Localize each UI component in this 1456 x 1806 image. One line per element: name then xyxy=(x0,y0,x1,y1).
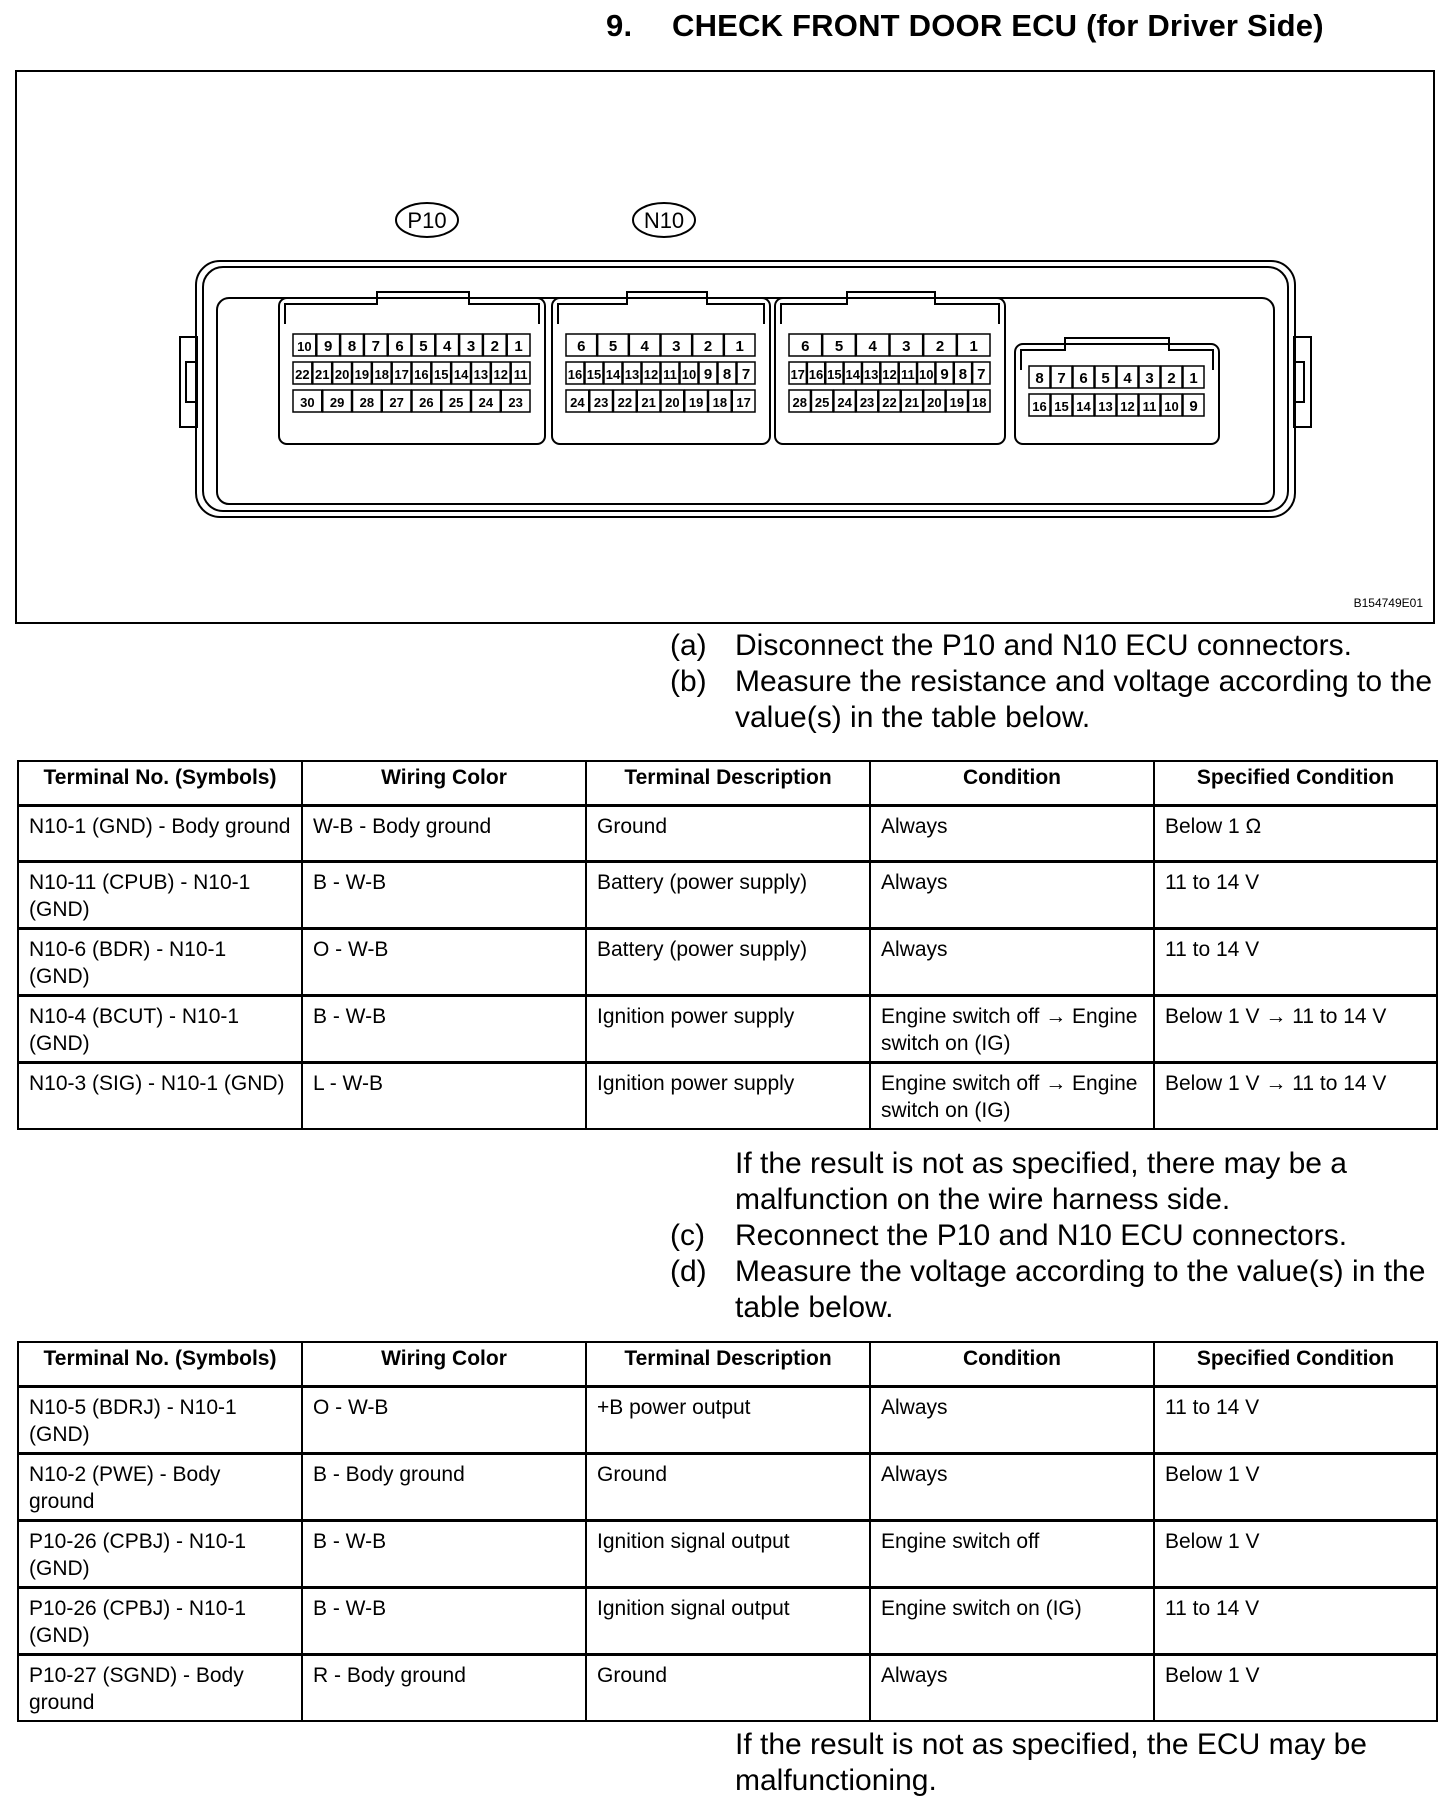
table-cell: N10-4 (BCUT) - N10-1 (GND) xyxy=(18,996,302,1063)
terminal-number: 16 xyxy=(414,367,429,382)
terminal-number: 24 xyxy=(837,395,852,410)
table-cell: B - W-B xyxy=(302,862,586,929)
step-c-label: (c) xyxy=(670,1219,705,1252)
table-cell: Ground xyxy=(586,806,870,862)
connector-pin-layer xyxy=(279,292,1219,444)
table-cell: Always xyxy=(870,862,1154,929)
terminal-number: 10 xyxy=(297,339,312,354)
table-cell: 11 to 14 V xyxy=(1154,929,1437,996)
terminal-number: 19 xyxy=(688,395,704,410)
column-header: Terminal Description xyxy=(586,1342,870,1387)
step-c-text: Reconnect the P10 and N10 ECU connectors. xyxy=(735,1219,1348,1252)
steps-disconnect xyxy=(670,628,1435,736)
table-cell: Below 1 V → 11 to 14 V xyxy=(1154,996,1437,1063)
terminal-number: 5 xyxy=(1101,370,1110,387)
terminal-number: 16 xyxy=(808,367,824,382)
table-header-row xyxy=(18,1342,1437,1387)
step-d xyxy=(670,1254,1435,1326)
table-cell: W-B - Body ground xyxy=(302,806,586,862)
column-header: Terminal Description xyxy=(586,761,870,806)
terminal-number: 28 xyxy=(359,395,375,410)
table-cell: Below 1 V → 11 to 14 V xyxy=(1154,1063,1437,1130)
terminal-number: 1 xyxy=(735,338,744,355)
terminal-number: 16 xyxy=(1032,399,1047,414)
terminal-number: 23 xyxy=(859,395,875,410)
terminal-number: 24 xyxy=(570,395,585,410)
terminal-number: 13 xyxy=(624,367,640,382)
terminal-number: 18 xyxy=(972,395,987,410)
table-cell: Ignition signal output xyxy=(586,1588,870,1655)
terminal-number: 18 xyxy=(712,395,728,410)
terminal-number: 13 xyxy=(1098,399,1113,414)
terminal-number: 9 xyxy=(324,338,333,355)
terminal-number: 13 xyxy=(473,367,489,382)
step-d-label: (d) xyxy=(670,1255,707,1288)
connector-label-n10-text: N10 xyxy=(643,208,685,233)
table-cell: Ignition signal output xyxy=(586,1521,870,1588)
terminal-number: 2 xyxy=(935,338,945,355)
terminal-number: 14 xyxy=(453,367,469,382)
table-cell: N10-11 (CPUB) - N10-1 (GND) xyxy=(18,862,302,929)
terminal-number: 23 xyxy=(508,395,523,410)
table-cell: Engine switch on (IG) xyxy=(870,1588,1154,1655)
table-cell: Ignition power supply xyxy=(586,996,870,1063)
terminal-number: 18 xyxy=(374,367,389,382)
connector-face xyxy=(775,292,1005,444)
harness-note: If the result is not as specified, there may be a malfunction on the wire harness side. xyxy=(735,1147,1347,1216)
terminal-number: 1 xyxy=(1189,370,1198,387)
voltage-table xyxy=(17,1341,1438,1722)
terminal-number: 6 xyxy=(395,338,404,355)
terminal-number: 19 xyxy=(949,395,965,410)
terminal-number: 25 xyxy=(814,395,830,410)
terminal-number: 12 xyxy=(643,367,659,382)
step-b-label: (b) xyxy=(670,665,707,698)
table-cell: Ignition power supply xyxy=(586,1063,870,1130)
terminal-number: 20 xyxy=(334,367,350,382)
column-header: Terminal No. (Symbols) xyxy=(18,761,302,806)
table-cell: L - W-B xyxy=(302,1063,586,1130)
terminal-number: 15 xyxy=(434,367,449,382)
terminal-number: 11 xyxy=(663,367,677,382)
table-row xyxy=(18,862,1437,929)
table-cell: B - Body ground xyxy=(302,1454,586,1521)
connector-key xyxy=(558,292,764,324)
column-header: Terminal No. (Symbols) xyxy=(18,1342,302,1387)
terminal-number: 30 xyxy=(300,395,315,410)
step-d-text: Measure the voltage according to the value(s) in the table below. xyxy=(735,1255,1426,1324)
terminal-number: 21 xyxy=(904,395,920,410)
ecu-housing xyxy=(180,261,1311,517)
terminal-number: 25 xyxy=(448,395,464,410)
step-number: 9. xyxy=(606,8,633,43)
terminal-number: 15 xyxy=(827,367,842,382)
step-b-text: Measure the resistance and voltage according to the value(s) in the table below. xyxy=(735,665,1433,734)
terminal-number: 11 xyxy=(900,367,915,382)
connector-label-p10-text: P10 xyxy=(407,208,447,233)
terminal-number: 4 xyxy=(640,338,649,355)
step-title: CHECK FRONT DOOR ECU (for Driver Side) xyxy=(672,8,1324,43)
terminal-number: 3 xyxy=(902,338,911,355)
table-row xyxy=(18,1521,1437,1588)
table-cell: Below 1 V xyxy=(1154,1454,1437,1521)
connector-figure xyxy=(15,70,1435,624)
terminal-number: 5 xyxy=(608,338,618,355)
table-cell: Always xyxy=(870,1454,1154,1521)
terminal-number: 11 xyxy=(1142,399,1157,414)
terminal-number: 16 xyxy=(567,367,583,382)
ecu-connector-diagram xyxy=(17,72,1433,622)
table-row xyxy=(18,1387,1437,1454)
connector-face xyxy=(279,292,545,444)
table-row xyxy=(18,1063,1437,1130)
terminal-number: 6 xyxy=(1079,370,1088,387)
table-cell: Engine switch off → Engine switch on (IG) xyxy=(870,996,1154,1063)
table-cell: Below 1 V xyxy=(1154,1521,1437,1588)
terminal-number: 20 xyxy=(665,395,680,410)
table-cell: P10-26 (CPBJ) - N10-1 (GND) xyxy=(18,1521,302,1588)
terminal-number: 1 xyxy=(969,338,978,355)
terminal-number: 2 xyxy=(1167,370,1176,387)
table-cell: O - W-B xyxy=(302,1387,586,1454)
connector-key xyxy=(1021,338,1213,370)
terminal-number: 15 xyxy=(1054,399,1069,414)
table-cell: Engine switch off → Engine switch on (IG) xyxy=(870,1063,1154,1130)
table-cell: +B power output xyxy=(586,1387,870,1454)
step-c xyxy=(670,1218,1435,1254)
column-header: Wiring Color xyxy=(302,1342,586,1387)
terminal-number: 22 xyxy=(882,395,897,410)
terminal-number: 19 xyxy=(354,367,370,382)
table-cell: N10-2 (PWE) - Body ground xyxy=(18,1454,302,1521)
terminal-number: 1 xyxy=(514,338,523,355)
connector-key xyxy=(285,292,539,324)
table-cell: Always xyxy=(870,1387,1154,1454)
terminal-number: 5 xyxy=(834,338,844,355)
steps-reconnect xyxy=(670,1218,1435,1326)
table-cell: 11 to 14 V xyxy=(1154,1588,1437,1655)
terminal-number: 8 xyxy=(1035,370,1044,387)
table-row xyxy=(18,1588,1437,1655)
terminal-number: 4 xyxy=(443,338,452,355)
terminal-number: 12 xyxy=(493,367,508,382)
terminal-number: 7 xyxy=(1057,370,1066,387)
column-header: Wiring Color xyxy=(302,761,586,806)
connector-label-n10 xyxy=(633,203,695,237)
terminal-number: 17 xyxy=(790,367,805,382)
table-cell: Ground xyxy=(586,1655,870,1722)
table-cell: Engine switch off xyxy=(870,1521,1154,1588)
table-cell: Battery (power supply) xyxy=(586,929,870,996)
terminal-number: 14 xyxy=(605,367,621,382)
table-cell: 11 to 14 V xyxy=(1154,1387,1437,1454)
table-cell: Ground xyxy=(586,1454,870,1521)
connector-label-p10 xyxy=(396,203,458,237)
terminal-number: 10 xyxy=(1164,399,1179,414)
connector-key xyxy=(781,292,999,324)
terminal-number: 2 xyxy=(490,338,499,355)
terminal-number: 29 xyxy=(329,395,345,410)
table-row xyxy=(18,929,1437,996)
terminal-number: 28 xyxy=(792,395,807,410)
terminal-number: 14 xyxy=(845,367,861,382)
connector-face xyxy=(552,292,770,444)
table-cell: P10-27 (SGND) - Body ground xyxy=(18,1655,302,1722)
table-cell: P10-26 (CPBJ) - N10-1 (GND) xyxy=(18,1588,302,1655)
table-cell: B - W-B xyxy=(302,996,586,1063)
table-cell: 11 to 14 V xyxy=(1154,862,1437,929)
table-cell: O - W-B xyxy=(302,929,586,996)
terminal-number: 8 xyxy=(958,366,968,383)
table-cell: B - W-B xyxy=(302,1521,586,1588)
terminal-number: 9 xyxy=(1189,398,1198,415)
terminal-number: 3 xyxy=(1145,370,1154,387)
table-row xyxy=(18,996,1437,1063)
terminal-number: 7 xyxy=(371,338,380,355)
terminal-number: 22 xyxy=(617,395,633,410)
terminal-number: 27 xyxy=(389,395,404,410)
table-cell: N10-6 (BDR) - N10-1 (GND) xyxy=(18,929,302,996)
step-a-text: Disconnect the P10 and N10 ECU connectors. xyxy=(735,629,1353,662)
step-a-label: (a) xyxy=(670,629,707,662)
terminal-number: 8 xyxy=(347,338,357,355)
terminal-number: 24 xyxy=(478,395,494,410)
terminal-number: 17 xyxy=(394,367,409,382)
table-row xyxy=(18,806,1437,862)
terminal-number: 5 xyxy=(419,338,428,355)
terminal-number: 26 xyxy=(419,395,434,410)
table-cell: N10-5 (BDRJ) - N10-1 (GND) xyxy=(18,1387,302,1454)
table-cell: Always xyxy=(870,806,1154,862)
terminal-number: 4 xyxy=(1123,370,1132,387)
resistance-voltage-table xyxy=(17,760,1438,1130)
terminal-number: 10 xyxy=(918,367,934,382)
terminal-number: 7 xyxy=(741,366,751,383)
terminal-number: 22 xyxy=(295,367,310,382)
figure-id: B154749E01 xyxy=(1353,596,1423,610)
table-cell: N10-1 (GND) - Body ground xyxy=(18,806,302,862)
terminal-number: 7 xyxy=(977,366,986,383)
terminal-number: 11 xyxy=(513,367,528,382)
table-header-row xyxy=(18,761,1437,806)
column-header: Specified Condition xyxy=(1154,761,1437,806)
step-heading xyxy=(606,8,1324,44)
step-a xyxy=(670,628,1435,664)
terminal-number: 3 xyxy=(672,338,681,355)
terminal-number: 17 xyxy=(736,395,751,410)
table-row xyxy=(18,1454,1437,1521)
terminal-number: 21 xyxy=(315,367,330,382)
table-cell: R - Body ground xyxy=(302,1655,586,1722)
column-header: Specified Condition xyxy=(1154,1342,1437,1387)
terminal-number: 21 xyxy=(641,395,656,410)
step-b xyxy=(670,664,1435,736)
terminal-number: 3 xyxy=(466,338,476,355)
terminal-number: 20 xyxy=(927,395,942,410)
terminal-number: 9 xyxy=(703,366,713,383)
table-cell: B - W-B xyxy=(302,1588,586,1655)
terminal-number: 12 xyxy=(882,367,897,382)
column-header: Condition xyxy=(870,761,1154,806)
table-cell: N10-3 (SIG) - N10-1 (GND) xyxy=(18,1063,302,1130)
column-header: Condition xyxy=(870,1342,1154,1387)
terminal-number: 4 xyxy=(868,338,877,355)
table-cell: Battery (power supply) xyxy=(586,862,870,929)
terminal-number: 10 xyxy=(681,367,697,382)
terminal-number: 6 xyxy=(577,338,586,355)
terminal-number: 6 xyxy=(801,338,810,355)
table-cell: Always xyxy=(870,929,1154,996)
terminal-number: 15 xyxy=(586,367,602,382)
terminal-number: 9 xyxy=(940,366,949,383)
terminal-number: 8 xyxy=(722,366,732,383)
table-cell: Below 1 V xyxy=(1154,1655,1437,1722)
terminal-number: 2 xyxy=(703,338,713,355)
connector-face xyxy=(1015,338,1219,444)
table-cell: Always xyxy=(870,1655,1154,1722)
terminal-number: 12 xyxy=(1120,399,1135,414)
terminal-number: 13 xyxy=(863,367,879,382)
table-cell: Below 1 Ω xyxy=(1154,806,1437,862)
ecu-note: If the result is not as specified, the ECU may be malfunctioning. xyxy=(735,1728,1367,1797)
terminal-number: 14 xyxy=(1076,399,1091,414)
terminal-number: 23 xyxy=(593,395,609,410)
table-row xyxy=(18,1655,1437,1722)
